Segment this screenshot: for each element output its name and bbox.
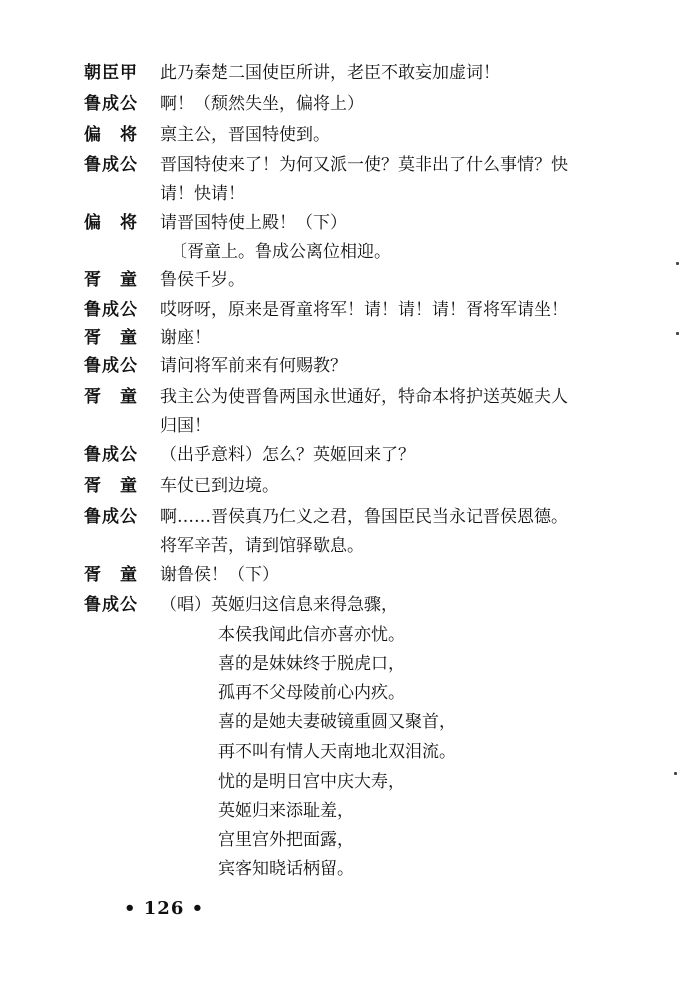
verse-text: 喜的是妹妹终于脱虎口，: [218, 654, 405, 674]
dialogue-text: 将军辛苦，请到馆驿歇息。: [160, 536, 364, 556]
speaker-name: 胥 童: [84, 476, 138, 496]
speaker-name: 鲁成公: [84, 507, 138, 527]
speaker-name: 鲁成公: [84, 445, 138, 465]
dialogue-text: 归国！: [160, 416, 211, 436]
speaker-name: 鲁成公: [84, 94, 138, 114]
speaker-name: 胥 童: [84, 387, 138, 407]
scan-speck: [674, 772, 677, 775]
dialogue-text: 谢座！: [160, 328, 211, 348]
dialogue-text: 啊……晋侯真乃仁义之君，鲁国臣民当永记晋侯恩德。: [160, 507, 568, 527]
dialogue-text: 谢鲁侯！（下）: [160, 565, 279, 585]
dialogue-text: 此乃秦楚二国使臣所讲，老臣不敢妄加虚词！: [160, 63, 500, 83]
dialogue-text: 请问将军前来有何赐教？: [160, 356, 347, 376]
dialogue-text: 我主公为使晋鲁两国永世通好，特命本将护送英姬夫人: [160, 387, 568, 407]
speaker-name: 鲁成公: [84, 595, 138, 615]
verse-text: 宫里宫外把面露，: [218, 830, 354, 850]
dialogue-text: 请晋国特使上殿！（下）: [160, 213, 347, 233]
speaker-name: 鲁成公: [84, 155, 138, 175]
speaker-name: 偏 将: [84, 125, 138, 145]
verse-text: 孤再不父母陵前心内疚。: [218, 683, 405, 703]
dialogue-text: 禀主公，晋国特使到。: [160, 125, 330, 145]
speaker-name: 鲁成公: [84, 300, 138, 320]
scan-speck: [676, 262, 679, 265]
stage-direction-text: 〔胥童上。鲁成公离位相迎。: [170, 242, 391, 262]
verse-text: 再不叫有情人天南地北双泪流。: [218, 742, 456, 762]
dialogue-text: （出乎意料）怎么？英姬回来了？: [160, 445, 415, 465]
verse-text: 忧的是明日宫中庆大寿，: [218, 772, 405, 792]
page-number: • 126 •: [124, 898, 205, 919]
speaker-name: 偏 将: [84, 213, 138, 233]
speaker-name: 朝臣甲: [84, 63, 138, 83]
dialogue-text: 请！快请！: [160, 184, 245, 204]
dialogue-text: 啊！（颓然失坐，偏将上）: [160, 94, 364, 114]
speaker-name: 胥 童: [84, 328, 138, 348]
verse-text: 英姬归来添耻羞，: [218, 801, 354, 821]
dialogue-text: （唱）英姬归这信息来得急骤，: [160, 595, 398, 615]
dialogue-text: 车仗已到边境。: [160, 476, 279, 496]
dialogue-text: 晋国特使来了！为何又派一使？莫非出了什么事情？快: [160, 155, 568, 175]
speaker-name: 鲁成公: [84, 356, 138, 376]
scan-speck: [676, 332, 679, 335]
speaker-name: 胥 童: [84, 565, 138, 585]
dialogue-text: 鲁侯千岁。: [160, 270, 245, 290]
speaker-name: 胥 童: [84, 270, 138, 290]
dialogue-text: 哎呀呀，原来是胥童将军！请！请！请！胥将军请坐！: [160, 300, 568, 320]
verse-text: 本侯我闻此信亦喜亦忧。: [218, 625, 405, 645]
verse-text: 喜的是她夫妻破镜重圆又聚首，: [218, 712, 456, 732]
verse-text: 宾客知晓话柄留。: [218, 859, 354, 879]
